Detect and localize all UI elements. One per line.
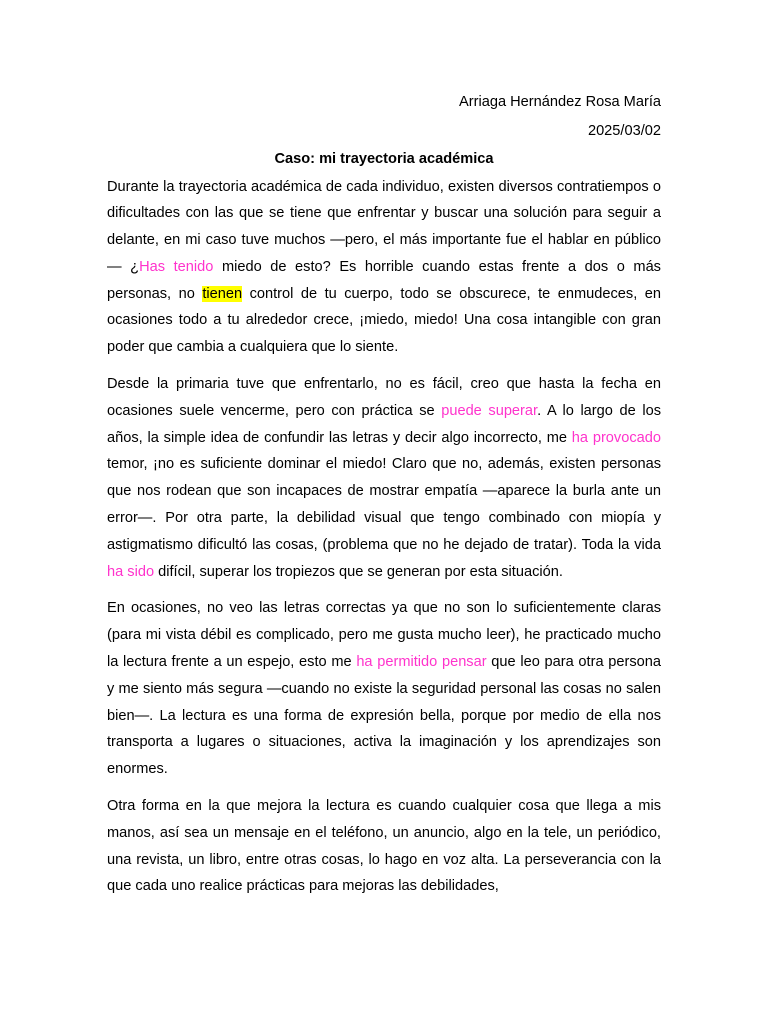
- document-date: 2025/03/02: [587, 122, 661, 139]
- paragraph-2-pink-phrase-2: ha provocado: [571, 429, 661, 446]
- paragraph-3-text-2: que leo para otra persona y me siento más segura —cuando no existe la seguridad personal las cosas no salen bien—. La lectura es una forma de expresión bella, porque por medio de ella nos transporta a lugares o situaciones, activa la imaginación y los aprendizajes son enormes.: [107, 654, 661, 778]
- paragraph-2-text-1: Desde la primaria tuve que enfrentarlo, no es fácil, creo que hasta la fecha en ocasiones suele vencerme, pero con práctica se: [107, 376, 661, 419]
- paragraph-1: [107, 174, 661, 362]
- paragraph-2-text-2: . A lo largo de los años, la simple idea de confundir las letras y decir algo incorrecto, me: [107, 402, 661, 446]
- paragraph-2-text-4: difícil, superar los tropiezos que se generan por esta situación.: [154, 563, 563, 580]
- paragraph-4: [107, 793, 661, 900]
- paragraph-1-text-3: control de tu cuerpo, todo se obscurece, te enmudeces, en ocasiones todo a tu alrededor crece, ¡miedo, miedo! Una cosa intangible con gran poder que cambia a cualquiera que lo siente.: [107, 285, 661, 356]
- paragraph-1-pink-phrase-1: Has tenido: [139, 258, 214, 275]
- paragraph-3-text-1: En ocasiones, no veo las letras correctas ya que no son lo suficientemente claras (para mi vista débil es complicado, pero me gusta mucho leer), he practicado mucho la lectura frente a un espejo, esto me: [107, 600, 661, 671]
- paragraph-1-highlighted-word: tienen: [202, 285, 243, 302]
- paragraph-3-pink-phrase-1: ha permitido pensar: [356, 654, 487, 671]
- paragraph-1-text-2: miedo de esto? Es horrible cuando estas frente a dos o más personas, no: [107, 258, 661, 302]
- paragraph-3: [107, 595, 661, 783]
- document-title: Caso: mi trayectoria académica: [274, 151, 494, 167]
- paragraph-2-pink-phrase-1: puede superar: [441, 402, 538, 419]
- paragraph-2-text-3: temor, ¡no es suficiente dominar el miedo! Claro que no, además, existen personas que nos rodean que son incapaces de mostrar empatía —aparece la burla ante un error—. Por otra parte, la debilidad visual que tengo combinado con miopía y astigmatismo dificultó las cosas, (problema que no he dejado de tratar). Toda la vida: [107, 456, 661, 553]
- document-page: [107, 88, 661, 910]
- paragraph-4-text-1: Otra forma en la que mejora la lectura es cuando cualquier cosa que llega a mis manos, así sea un mensaje en el teléfono, un anuncio, algo en la tele, un periódico, una revista, un libro, entre otras cosas, lo hago en voz alta. La perseverancia con la que cada uno realice prácticas para mejoras las debilidades,: [107, 798, 661, 895]
- paragraph-2-pink-phrase-3: ha sido: [107, 563, 155, 580]
- paragraph-2: [107, 371, 661, 585]
- paragraph-1-text-1: Durante la trayectoria académica de cada individuo, existen diversos contratiempos o dificultades con las que se tiene que enfrentar y buscar una solución para seguir a delante, en mi caso tuve muchos —pero, el más importante fue el hablar en público— ¿: [107, 178, 661, 275]
- author-name: Arriaga Hernández Rosa María: [459, 94, 661, 110]
